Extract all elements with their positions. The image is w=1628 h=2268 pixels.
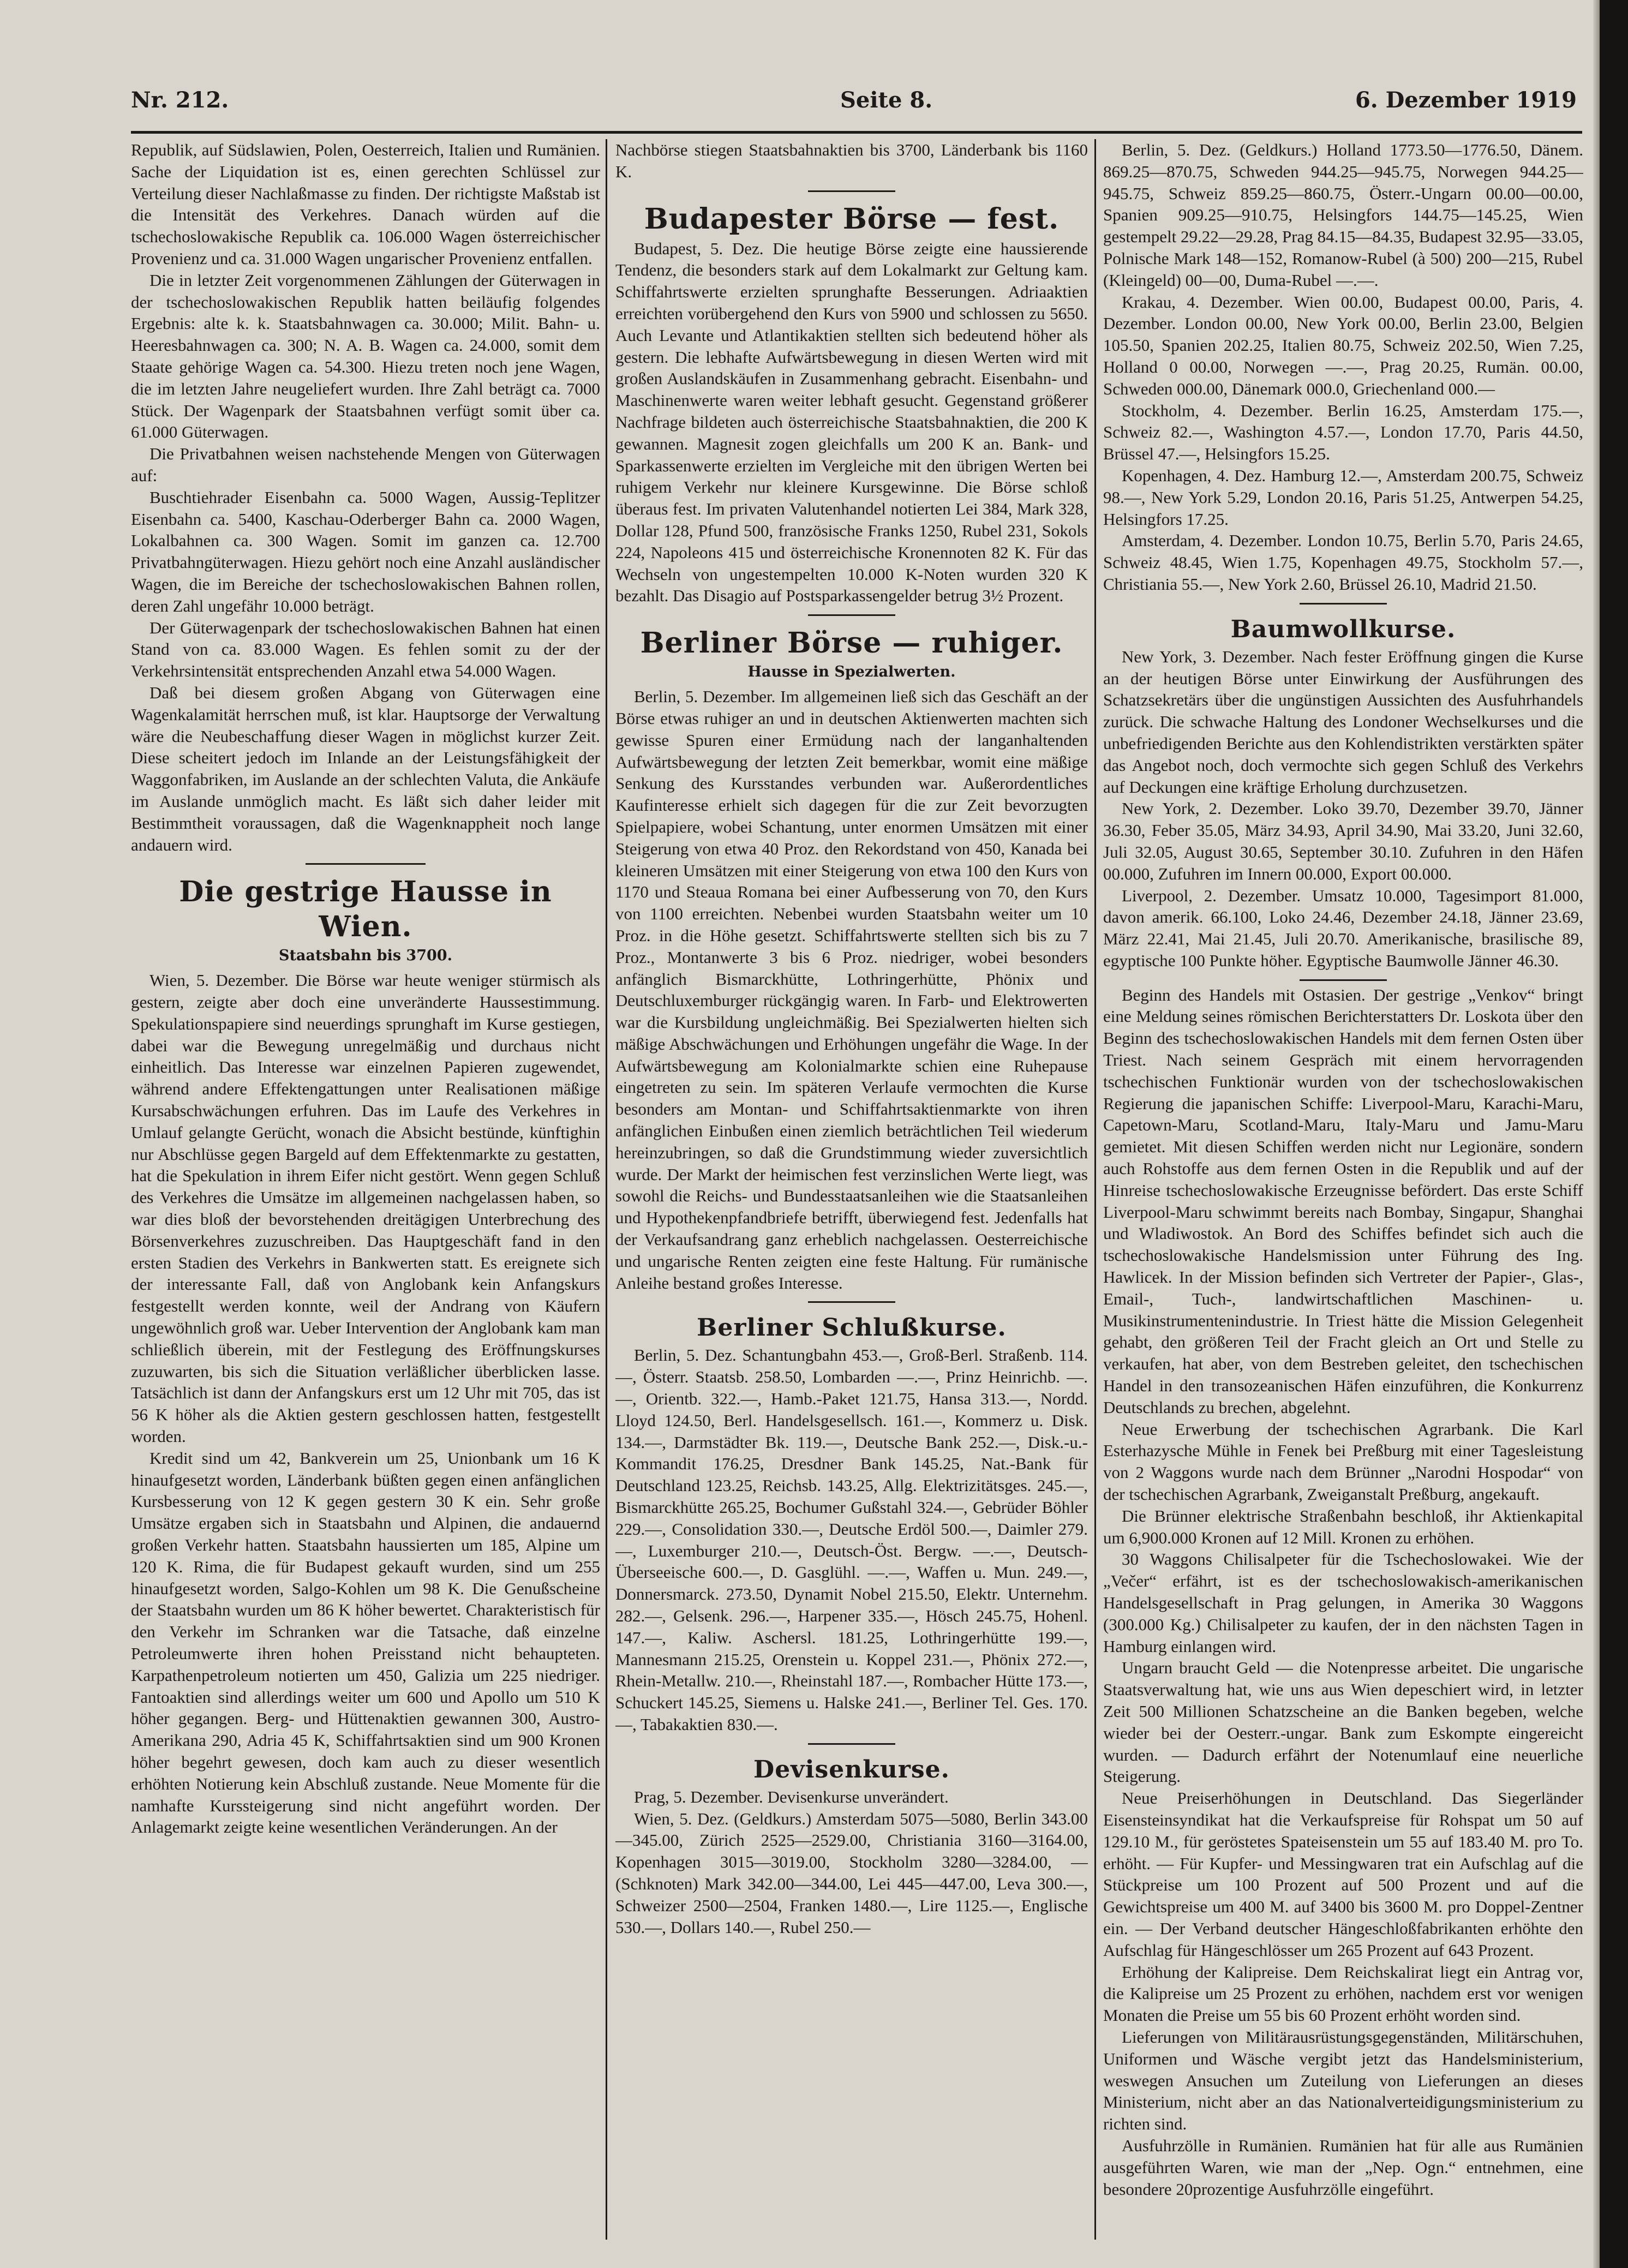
article-paragraph: Berlin, 5. Dez. Schantungbahn 453.—, Groß-Berl. Straßenb. 114.—, Österr. Staatsb. 258.50, Lombarden —.—, Prinz Heinrichb. —.—, Orientb. 322.—, Hamb.-Paket 121.75, Hansa 313.—, Nordd. Lloyd 124.50, Berl. Handelsgesellsch. 161.—, Kommerz u. Disk. 134.—, Darmstädter Bk. 119.—, Deutsche Bank 252.—, Disk.-u.-Kommandit 176.25, Dresdner Bank 145.25, Nat.-Bank für Deutschland 123.25, Reichsb. 143.25, Allg. Elektrizitätsges. 245.—, Bismarckhütte 265.25, Bochumer Gußstahl 324.—, Gebrüder Böhler 229.—, Consolidation 330.—, Deutsche Erdöl 500.—, Daimler 279.—, Luxemburger 210.—, Deutsch-Öst. Bergw. —.—, Deutsch-Überseeische 600.—, D. Gasglühl. —.—, Waffen u. Mun. 249.—, Donnersmarck. 273.50, Dynamit Nobel 215.50, Elektr. Unternehm. 282.—, Gelsenk. 296.—, Harpener 335.—, Hösch 245.75, Hohenl. 147.—, Kaliw. Aschersl. 181.25, Lothringerhütte 199.—, Mannesmann 215.25, Orenstein u. Koppel 231.—, Phönix 272.—, Rhein-Metallw. 210.—, Rheinstahl 187.—, Rombacher Hütte 173.—, Schuckert 145.25, Siemens u. Halske 241.—, Berliner Tel. Ges. 170.—, Tabakaktien 830.—. bbox=[615, 1345, 1088, 1734]
article-paragraph: Buschtiehrader Eisenbahn ca. 5000 Wagen, Aussig-Teplitzer Eisenbahn ca. 5400, Kaschau-Oderberger Bahn ca. 2000 Wagen, Lokalbahnen ca. 300 Wagen. Somit im ganzen ca. 12.700 Privatbahngüterwagen. Hiezu gehört noch eine Anzahl ausländischer Wagen, die im Bereiche der tschechoslowakischen Bahnen rollen, deren Zahl ungefähr 10.000 beträgt. bbox=[131, 487, 600, 615]
issue-number: Nr. 212. bbox=[131, 87, 229, 113]
article-paragraph: Kopenhagen, 4. Dez. Hamburg 12.—, Amsterdam 200.75, Schweiz 98.—, New York 5.29, London 20.16, Paris 51.25, Antwerpen 54.25, Helsingfors 17.25. bbox=[1103, 465, 1583, 529]
headline-budapest: Budapester Börse — fest. bbox=[644, 202, 1060, 236]
section-divider bbox=[808, 1301, 895, 1303]
section-divider bbox=[306, 863, 426, 865]
section-divider bbox=[808, 1743, 895, 1745]
article-paragraph: 30 Waggons Chilisalpeter für die Tschechoslowakei. Wie der „Večer“ erfährt, ist es der tschechoslowakisch-amerikanischen Handelsgesellschaft in Prag gelungen, in Amerika 30 Waggons (300.000 Kg.) Chilisalpeter zu kaufen, der in den nächsten Tagen in Hamburg einlangen wird. bbox=[1103, 1549, 1583, 1656]
column-3 bbox=[1103, 139, 1583, 2240]
article-paragraph: Neue Preiserhöhungen in Deutschland. Das Siegerländer Eisensteinsyndikat hat die Verkaufspreise für Rohspat um 50 auf 129.10 M., für geröstetes Spateisenstein um 55 auf 183.40 M. pro To. erhöht. — Für Kupfer- und Messingwaren trat ein Aufschlag auf die Stückpreise um 100 Prozent auf 500 Prozent und auf die Gewichtspreise um 400 M. auf 3400 bis 3600 M. pro Doppel-Zentner ein. — Der Verband deutscher Hängeschloßfabrikanten erhöhte den Aufschlag für Hängeschlösser um 265 Prozent auf 643 Prozent. bbox=[1103, 1788, 1583, 1960]
article-paragraph: Beginn des Handels mit Ostasien. Der gestrige „Venkov“ bringt eine Meldung seines römischen Berichterstatters Dr. Loskota über den Beginn des tschechoslowakischen Handels mit dem fernen Osten über Triest. Nach seinem Gespräch mit einem hervorragenden tschechischen Funktionär wurden von der tschechoslowakischen Regierung die japanischen Schiffe: Liverpool-Maru, Karachi-Maru, Capetown-Maru, Scotland-Maru, Italy-Maru und Jamu-Maru gemietet. Mit diesen Schiffen werden nicht nur Legionäre, sondern auch Rohstoffe aus dem fernen Osten in die Republik und auf der Hinreise tschechoslowakische Erzeugnisse befördert. Das erste Schiff Liverpool-Maru schwimmt bereits nach Bombay, Singapur, Shanghai und Wladiwostok. An Bord des Schiffes befindet sich auch die tschechoslowakische Handelsmission unter Führung des Ing. Hawlicek. In der Mission befinden sich Vertreter der Papier-, Glas-, Email-, Tuch-, landwirtschaftlichen Maschinen- u. Musikinstrumentenindustrie. In Triest hätte die Mission Gelegenheit gehabt, den größeren Teil der Fracht gleich an Ort und Stelle zu verkaufen, hat aber, von dem Bestreben geleitet, den tschechischen Handel in den transozeanischen Häfen einzuführen, die Konkurrenz Deutschlands zu brechen, abgelehnt. bbox=[1103, 985, 1583, 1417]
section-divider bbox=[808, 190, 895, 192]
headline-berlin-closing: Berliner Schlußkurse. bbox=[697, 1314, 1007, 1342]
article-paragraph: Daß bei diesem großen Abgang von Güterwagen eine Wagenkalamität herrschen muß, ist klar. Hauptsorge der Verwaltung wäre die Neubeschaffung dieser Wagen in möglichst kurzer Zeit. Diese scheitert jedoch im Inlande an der Leistungsfähigkeit der Waggonfabriken, im Auslande an der schlechten Valuta, die Ankäufe im Auslande unmöglich macht. Es läßt sich daher leider mit Bestimmtheit voraussagen, daß die Wagenknappheit noch lange andauern wird. bbox=[131, 683, 600, 854]
column-1 bbox=[131, 139, 600, 2240]
article-paragraph: Erhöhung der Kalipreise. Dem Reichskalirat liegt ein Antrag vor, die Kalipreise um 25 Prozent zu erhöhen, nachdem erst vor wenigen Monaten die Preise um 55 bis 60 Prozent erhöht worden sind. bbox=[1103, 1962, 1583, 2025]
headline-currency: Devisenkurse. bbox=[753, 1755, 950, 1784]
page-number: Seite 8. bbox=[840, 87, 933, 113]
article-paragraph: New York, 3. Dezember. Nach fester Eröffnung gingen die Kurse an der heutigen Börse unter Einwirkung der Ausführungen des Schatzsekretärs über die ungünstigen Aussichten des Ausfuhrhandels zurück. Die schwache Haltung des Londoner Wechselkurses und die unbefriedigenden Berichte aus den Kohlendistrikten verstärkten später das Angebot noch, doch vermochte sich gegen Schluß des Verkehrs auf Deckungen eine kräftige Erholung durchzusetzen. bbox=[1103, 647, 1583, 797]
column-rule bbox=[1094, 139, 1096, 2240]
headline-cotton: Baumwollkurse. bbox=[1230, 615, 1456, 643]
header-rule bbox=[131, 131, 1582, 134]
section-divider bbox=[808, 614, 895, 616]
article-paragraph: Amsterdam, 4. Dezember. London 10.75, Berlin 5.70, Paris 24.65, Schweiz 48.45, Wien 1.75, Kopenhagen 49.75, Stockholm 57.—, Christiania 55.—, New York 2.60, Brüssel 26.10, Madrid 21.50. bbox=[1103, 531, 1583, 594]
article-paragraph: Ungarn braucht Geld — die Notenpresse arbeitet. Die ungarische Staatsverwaltung hat, wie uns aus Wien depeschiert wird, in letzter Zeit 500 Millionen Schatzscheine an die Banken begeben, welche wieder bei der Oesterr.-ungar. Bank zum Eskompte eingereicht wurden. — Dadurch erfährt der Notenumlauf eine neuerliche Steigerung. bbox=[1103, 1658, 1583, 1786]
headline-vienna: Die gestrige Hausse in Wien. bbox=[179, 875, 552, 944]
scan-border bbox=[1600, 0, 1628, 2268]
article-paragraph: New York, 2. Dezember. Loko 39.70, Dezember 39.70, Jänner 36.30, Feber 35.05, März 34.93, April 34.90, Mai 33.20, Juni 32.60, Juli 32.05, August 30.65, September 30.10. Zufuhren in den Häfen 00.000, Zufuhren im Innern 00.000, Export 00.000. bbox=[1103, 799, 1583, 883]
section-divider bbox=[1300, 603, 1387, 605]
issue-date: 6. Dezember 1919 bbox=[1355, 87, 1577, 113]
article-paragraph: Berlin, 5. Dezember. Im allgemeinen ließ sich das Geschäft an der Börse etwas ruhiger an und in deutschen Aktienwerten machten sich gewisse Spuren einer Ermüdung nach der langanhaltenden Aufwärtsbewegung der letzten Zeit bemerkbar, womit eine mäßige Senkung des Kursstandes verbunden war. Außerordentliches Kaufinteresse erhielt sich dagegen für die zur Zeit bevorzugten Spielpapiere, wobei Schantung, unter enormen Umsätzen mit einer Steigerung von etwa 40 Proz. den Rekordstand von 450, Kanada bei kleineren Umsätzen mit einer Steigerung von etwa 100 den Kurs von 1170 und Steaua Romana bei einer Aufbesserung von 70, den Kurs von 1100 erreichten. Nebenbei wurden Staatsbahn weiter um 10 Proz. in die Höhe gesetzt. Schiffahrtswerte stellten sich bis zu 7 Proz., Montanwerte 3 bis 6 Proz. niedriger, wobei besonders anfänglich Bismarckhütte, Lothringerhütte, Phönix und Deutschluxemburger rückgängig waren. In Farb- und Elektrowerten war die Kursbildung ungleichmäßig. Bei Spezialwerten hielten sich mäßige Abschwächungen und Erhöhungen ungefähr die Wage. In der Aufwärtsbewegung am Kolonialmarkte schien eine Ruhepause eingetreten zu sein. Im späteren Verlaufe vermochten die Kurse besonders am Montan- und Schiffahrtsaktienmarkte von ihren anfänglichen Einbußen einen ziemlich beträchtlichen Teil wiederum hereinzubringen, so daß die Grundstimmung wieder zuversichtlich wurde. Der Markt der heimischen fest verzinslichen Werte liegt, was sowohl die Reichs- und Bundesstaatsanleihen wie die Staatsanleihen und Hypothekenpfandbriefe betrifft, überwiegend fest. Jedenfalls hat der Verkaufsandrang ganz erheblich nachgelassen. Oesterreichische und ungarische Renten zeigten eine feste Haltung. Für rumänische Anleihe bestand großes Interesse. bbox=[615, 687, 1088, 1292]
article-paragraph: Neue Erwerbung der tschechischen Agrarbank. Die Karl Esterhazysche Mühle in Fenek bei Preßburg mit einer Tagesleistung von 2 Waggons wurde nach dem Brünner „Narodni Hospodar“ von der tschechischen Agrarbank, Zweiganstalt Preßburg, angekauft. bbox=[1103, 1419, 1583, 1504]
article-paragraph: Wien, 5. Dezember. Die Börse war heute weniger stürmisch als gestern, zeigte aber doch eine unveränderte Haussestimmung. Spekulationspapiere sind neuerdings sprunghaft im Kurse gestiegen, dabei war die Bewegung unregelmäßig und durchaus nicht einheitlich. Das Interesse war einzelnen Papieren zugewendet, während andere Effektengattungen unter Realisationen mäßige Kursabschwächungen erfuhren. Das im Laufe des Verkehres in Umlauf gelangte Gerücht, wonach die Absicht bestünde, künftighin nur Abschlüsse gegen Bargeld auf dem Effektenmarkte zu gestatten, hat die Spekulation in ihrem Eifer nicht gestört. Wenn gegen Schluß des Verkehres die Umsätze im allgemeinen nachgelassen haben, so war dies bloß der bevorstehenden dreitägigen Unterbrechung des Börsenverkehres zuzuschreiben. Das Hauptgeschäft fand in den ersten Stadien des Verkehrs in Bankwerten statt. Es ereignete sich der interessante Fall, daß von Anglobank kein Anfangskurs festgestellt werden konnte, weil der Andrang von Käufern ungewöhnlich groß war. Ueber Intervention der Anglobank kam man schließlich überein, mit der Festlegung des Eröffnungskurses zuzuwarten, bis sich die Situation verläßlicher überblicken lasse. Tatsächlich ist dann der Anfangskurs erst um 12 Uhr mit 705, das ist 56 K höher als die Aktien gestern geschlossen hatten, festgestellt worden. bbox=[131, 971, 600, 1446]
article-paragraph: Republik, auf Südslawien, Polen, Oesterreich, Italien und Rumänien. Sache der Liquidation ist es, einen gerechten Schlüssel zur Verteilung dieser Nachlaßmasse zu finden. Der richtigste Maßstab ist die Intensität des Verkehres. Danach würden auf die tschechoslowakische Republik ca. 106.000 Wagen österreichischer Provenienz und ca. 31.000 Wagen ungarischer Provenienz entfallen. bbox=[131, 140, 600, 268]
article-paragraph: Die Brünner elektrische Straßenbahn beschloß, ihr Aktienkapital um 6,900.000 Kronen auf 12 Mill. Kronen zu erhöhen. bbox=[1103, 1506, 1583, 1547]
article-paragraph: Prag, 5. Dezember. Devisenkurse unverändert. bbox=[634, 1787, 949, 1806]
article-paragraph: Die Privatbahnen weisen nachstehende Mengen von Güterwagen auf: bbox=[131, 444, 600, 485]
article-paragraph: Nachbörse stiegen Staatsbahnaktien bis 3700, Länderbank bis 1160 K. bbox=[615, 140, 1088, 181]
page-header bbox=[131, 82, 1577, 120]
article-paragraph: Kredit sind um 42, Bankverein um 25, Unionbank um 16 K hinaufgesetzt worden, Länderbank büßten gegen einen anfänglichen Kursbesserung von 12 K gegen gestern 30 K ein. Sehr große Umsätze ergaben sich in Staatsbahn und Alpinen, die andauernd großen Verkehr hatten. Staatsbahn haussierten um 185, Alpine um 120 K. Rima, die für Budapest gekauft wurden, sind um 255 hinaufgesetzt worden, Salgo-Kohlen um 98 K. Die Genußscheine der Staatsbahn wurden um 86 K höher bewertet. Charakteristisch für den Verkehr im Schranken war die Tatsache, daß einzelne Petroleumwerte ihren hohen Preisstand nicht behaupteten. Karpathenpetroleum notierten um 450, Galizia um 225 niedriger. Fantoaktien sind allerdings weiter um 600 und Apollo um 510 K höher gegangen. Berg- und Hüttenaktien gewannen 300, Austro-Amerikana 290, Adria 45 K, Schiffahrtsaktien sind um 900 Kronen höher begehrt gewesen, doch kam auch zu dieser wesentlich erhöhten Notierung kein Abschluß zustande. Neue Momente für die namhafte Kurssteigerung sind nicht angeführt worden. Der Anlagemarkt zeigte keine wesentlichen Veränderungen. An der bbox=[131, 1448, 600, 1837]
article-paragraph: Liverpool, 2. Dezember. Umsatz 10.000, Tagesimport 81.000, davon amerik. 66.100, Loko 24.46, Dezember 24.18, Jänner 23.69, März 22.41, Mai 21.45, Juli 20.70. Amerikanische, brasilische 89, egyptische 100 Punkte höher. Egyptische Baumwolle Jänner 46.30. bbox=[1103, 885, 1583, 970]
article-paragraph: Lieferungen von Militärausrüstungsgegenständen, Militärschuhen, Uniformen und Wäsche vergibt jetzt das Handelsministerium, weswegen Ansuchen um Zuteilung von Lieferungen an dieses Ministerium, nicht aber an das Nationalverteidigungsministerium zu richten sind. bbox=[1103, 2027, 1583, 2134]
headline-berlin: Berliner Börse — ruhiger. bbox=[640, 626, 1063, 660]
article-paragraph: Budapest, 5. Dez. Die heutige Börse zeigte eine haussierende Tendenz, die besonders stark auf dem Lokalmarkt zur Geltung kam. Schiffahrtswerte erzielten sprunghafte Besserungen. Adriaaktien erreichten vorübergehend den Kurs von 5900 und schlossen zu 5650. Auch Levante und Atlantikaktien stellten sich bedeutend höher als gestern. Die lebhafte Aufwärtsbewegung in diesen Werten wird mit großen Auslandskäufen in Zusammenhang gebracht. Eisenbahn- und Maschinenwerte waren weiter lebhaft gesucht. Gegenstand größerer Nachfrage bildeten auch österreichische Staatsbahnaktien, die 200 K gewannen. Magnesit zogen gleichfalls um 200 K an. Bank- und Sparkassenwerte erzielten im Vergleiche mit den übrigen Werten bei ruhigem Verkehr nur kleinere Kursgewinne. Die Börse schloß überaus fest. Im privaten Valutenhandel notierten Lei 384, Mark 328, Dollar 128, Pfund 500, französische Franks 1250, Rubel 231, Sokols 224, Napoleons 415 und österreichische Kronennoten 82 K. Für das Wechseln von ungestempelten 10.000 K-Noten wurden 320 K bezahlt. Das Disagio auf Postsparkassengelder betrug 3½ Prozent. bbox=[615, 238, 1088, 606]
section-divider bbox=[1300, 979, 1387, 981]
article-paragraph: Der Güterwagenpark der tschechoslowakischen Bahnen hat einen Stand von ca. 83.000 Wagen. Es fehlen somit zu der der Verkehrsintensität entsprechenden Anzahl etwa 54.000 Wagen. bbox=[131, 618, 600, 681]
article-paragraph: Die in letzter Zeit vorgenommenen Zählungen der Güterwagen in der tschechoslowakischen Republik hatten beiläufig folgendes Ergebnis: alte k. k. Staatsbahnwagen ca. 30.000; Milit. Bahn- u. Heeresbahnwagen ca. 300; N. A. B. Wagen ca. 24.000, somit dem Staate gehörige Wagen ca. 54.300. Hiezu treten noch jene Wagen, die im letzten Jahre neugeliefert wurden. Ihre Zahl beträgt ca. 7000 Stück. Der Wagenpark der Staatsbahnen verfügt somit über ca. 61.000 Güterwagen. bbox=[131, 270, 600, 442]
article-paragraph: Ausfuhrzölle in Rumänien. Rumänien hat für alle aus Rumänien ausgeführten Waren, wie man der „Nep. Ogn.“ entnehmen, eine besondere 20prozentige Ausfuhrzölle eingeführt. bbox=[1103, 2135, 1583, 2199]
column-rule bbox=[606, 139, 607, 2240]
article-paragraph: Berlin, 5. Dez. (Geldkurs.) Holland 1773.50—1776.50, Dänem. 869.25—870.75, Schweden 944.25—945.75, Norwegen 944.25—945.75, Schweiz 859.25—860.75, Österr.-Ungarn 00.00—00.00, Spanien 909.25—910.75, Helsingfors 144.75—145.25, Wien gestempelt 29.22—29.28, Prag 84.15—84.35, Budapest 32.95—33.05, Polnische Mark 148—152, Romanow-Rubel (à 500) 200—215, Rubel (Kleingeld) 00—00, Duma-Rubel —.—. bbox=[1103, 140, 1583, 290]
article-paragraph: Wien, 5. Dez. (Geldkurs.) Amsterdam 5075—5080, Berlin 343.00—345.00, Zürich 2525—2529.00, Christiania 3160—3164.00, Kopenhagen 3015—3019.00, Stockholm 3280—3284.00, — (Schknoten) Mark 342.00—344.00, Lei 445—447.00, Leva 300.—, Schweizer 2500—2504, Franken 1480.—, Lire 1125.—, Englische 530.—, Dollars 140.—, Rubel 250.— bbox=[615, 1809, 1088, 1937]
article-paragraph: Krakau, 4. Dezember. Wien 00.00, Budapest 00.00, Paris, 4. Dezember. London 00.00, New York 00.00, Berlin 23.00, Belgien 105.50, Spanien 202.25, Italien 80.75, Schweiz 202.50, Wien 7.25, Holland 0 00.00, Norwegen —.—, Prag 20.25, Rumän. 00.00, Schweden 000.00, Dänemark 000.0, Griechenland 000.— bbox=[1103, 292, 1583, 398]
subheadline-vienna: Staatsbahn bis 3700. bbox=[279, 947, 452, 965]
subheadline-berlin: Hausse in Spezialwerten. bbox=[747, 663, 956, 681]
column-2 bbox=[615, 139, 1088, 2240]
article-paragraph: Stockholm, 4. Dezember. Berlin 16.25, Amsterdam 175.—, Schweiz 82.—, Washington 4.57.—, London 17.70, Paris 44.50, Brüssel 47.—, Helsingfors 15.25. bbox=[1103, 400, 1583, 464]
